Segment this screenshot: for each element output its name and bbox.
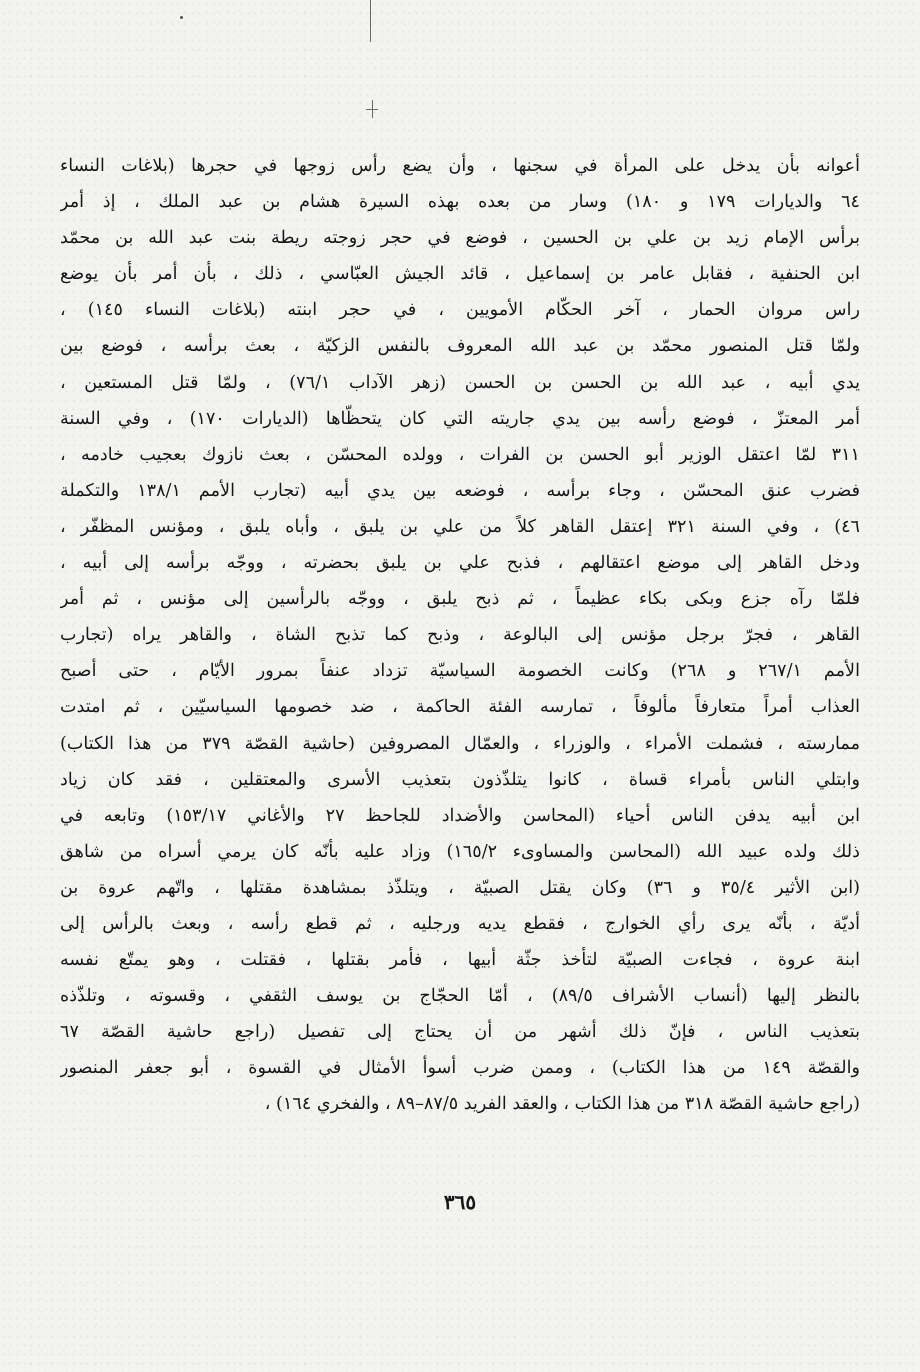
text-line: ممارسته ، فشملت الأمراء ، والوزراء ، والعمّال المصروفين (حاشية القصّة ٣٧٩ من هذا الكتاب) xyxy=(60,733,860,754)
text-line: ذلك ولده عبيد الله (المحاسن والمساوىء ١٦٥/٢) وزاد عليه بأنّه كان يرمي أسراه من شاهق xyxy=(60,841,860,862)
text-line: أديّة ، بأنّه يرى رأي الخوارج ، فقطع يديه ورجليه ، ثم قطع رأسه ، وبعث بالرأس إلى xyxy=(60,913,860,934)
text-line: (ابن الأثير ٣٥/٤ و ٣٦) وكان يقتل الصبيّة ، ويتلذّذ بمشاهدة مقتلها ، واتّهم عروة بن xyxy=(60,877,860,898)
scan-speck xyxy=(180,16,183,19)
text-line: الأمم ٢٦٧/١ و ٢٦٨) وكانت الخصومة السياسيّة تزداد عنفاً بمرور الأيّام ، حتى أصبح xyxy=(60,661,860,682)
crop-mark-horizontal xyxy=(366,109,378,110)
text-line: ابن الحنفية ، فقابل عامر بن إسماعيل ، قائد الجيش العبّاسي ، ذلك ، بأن أمر بأن يوضع xyxy=(60,264,860,285)
text-line: برأس الإمام زيد بن علي بن الحسين ، فوضع في حجر زوجته ريطة بنت عبد الله بن محمّد xyxy=(60,228,860,249)
text-line: العذاب أمراً متعارفاً مألوفاً ، تمارسه الفئة الحاكمة ، ضد خصومها السياسيّين ، ثم امتدت xyxy=(60,697,860,718)
text-line: ٤٦) ، وفي السنة ٣٢١ إعتقل القاهر كلاً من علي بن يلبق ، وأباه يلبق ، ومؤنس المظفّر ، xyxy=(60,516,860,537)
text-line: يدي أبيه ، عبد الله بن الحسن بن الحسن (زهر الآداب ٧٦/١) ، ولمّا قتل المستعين ، xyxy=(60,372,860,393)
text-line: بالنظر إليها (أنساب الأشراف ٨٩/٥) ، أمّا الحجّاج بن يوسف الثقفي ، وقسوته ، وتلذّذه xyxy=(60,986,860,1007)
text-line: وابتلي الناس بأمراء قساة ، كانوا يتلذّذون بتعذيب الأسرى والمعتقلين ، فقد كان زياد xyxy=(60,769,860,790)
text-line: ولمّا قتل المنصور محمّد بن عبد الله المعروف بالنفس الزكيّة ، بعث برأسه ، فوضع بين xyxy=(60,336,860,357)
text-line: ابن أبيه يدفن الناس أحياء (المحاسن والأضداد للجاحظ ٢٧ والأغاني ١٥٣/١٧) وتابعه في xyxy=(60,805,860,826)
text-line: أعوانه بأن يدخل على المرأة في سجنها ، وأن يضع رأس زوجها في حجرها (بلاغات النساء xyxy=(60,156,860,176)
text-line: فضرب عنق المحسّن ، وجاء برأسه ، فوضعه بين يدي أبيه (تجارب الأمم ١٣٨/١ والتكملة xyxy=(60,480,860,501)
text-line: راس مروان الحمار ، آخر الحكّام الأمويين ، في حجر ابنته (بلاغات النساء ١٤٥) ، xyxy=(60,300,860,321)
text-line: بتعذيب الناس ، فإنّ ذلك أشهر من أن يحتاج إلى تفصيل (راجع حاشية القصّة ٦٧ xyxy=(60,1022,860,1043)
text-line: ٣١١ لمّا اعتقل الوزير أبو الحسن بن الفرات ، وولده المحسّن ، بعث نازوك بعجيب خادمه ، xyxy=(60,444,860,465)
text-line: والقصّة ١٤٩ من هذا الكتاب) ، وممن ضرب أسوأ الأمثال في القسوة ، أبو جعفر المنصور xyxy=(60,1058,860,1079)
text-line: ٦٤ والديارات ١٧٩ و ١٨٠) وسار من بعده بهذه السيرة هشام بن عبد الملك ، إذ أمر xyxy=(60,192,860,213)
text-line: (راجع حاشية القصّة ٣١٨ من هذا الكتاب ، والعقد الفريد ٨٧/٥–٨٩ ، والفخري ١٦٤) ، xyxy=(264,1094,860,1115)
text-line: ابنة عروة ، فجاءت الصبيّة لتأخذ جثّة أبيها ، فأمر بقتلها ، فقتلت ، وهو يمتّع نفسه xyxy=(60,950,860,971)
body-text xyxy=(60,148,860,1123)
page-number: ٣٦٥ xyxy=(443,1190,477,1214)
text-line: القاهر ، فجرّ برجل مؤنس إلى البالوعة ، وذبح كما تذبح الشاة ، والقاهر يراه (تجارب xyxy=(60,625,860,646)
text-line: فلمّا رآه جزع وبكى بكاء عظيماً ، ثم ذبح يلبق ، ووجّه بالرأسين إلى مؤنس ، ثم أمر xyxy=(60,589,860,610)
crop-mark-top xyxy=(370,0,371,42)
text-line: أمر المعتزّ ، فوضع رأسه بين يدي جاريته التي كان يتحظّاها (الديارات ١٧٠) ، وفي السنة xyxy=(60,408,860,429)
text-line: ودخل القاهر إلى موضع اعتقالهم ، فذبح علي بن يلبق بحضرته ، ووجّه برأسه إلى أبيه ، xyxy=(60,553,860,574)
